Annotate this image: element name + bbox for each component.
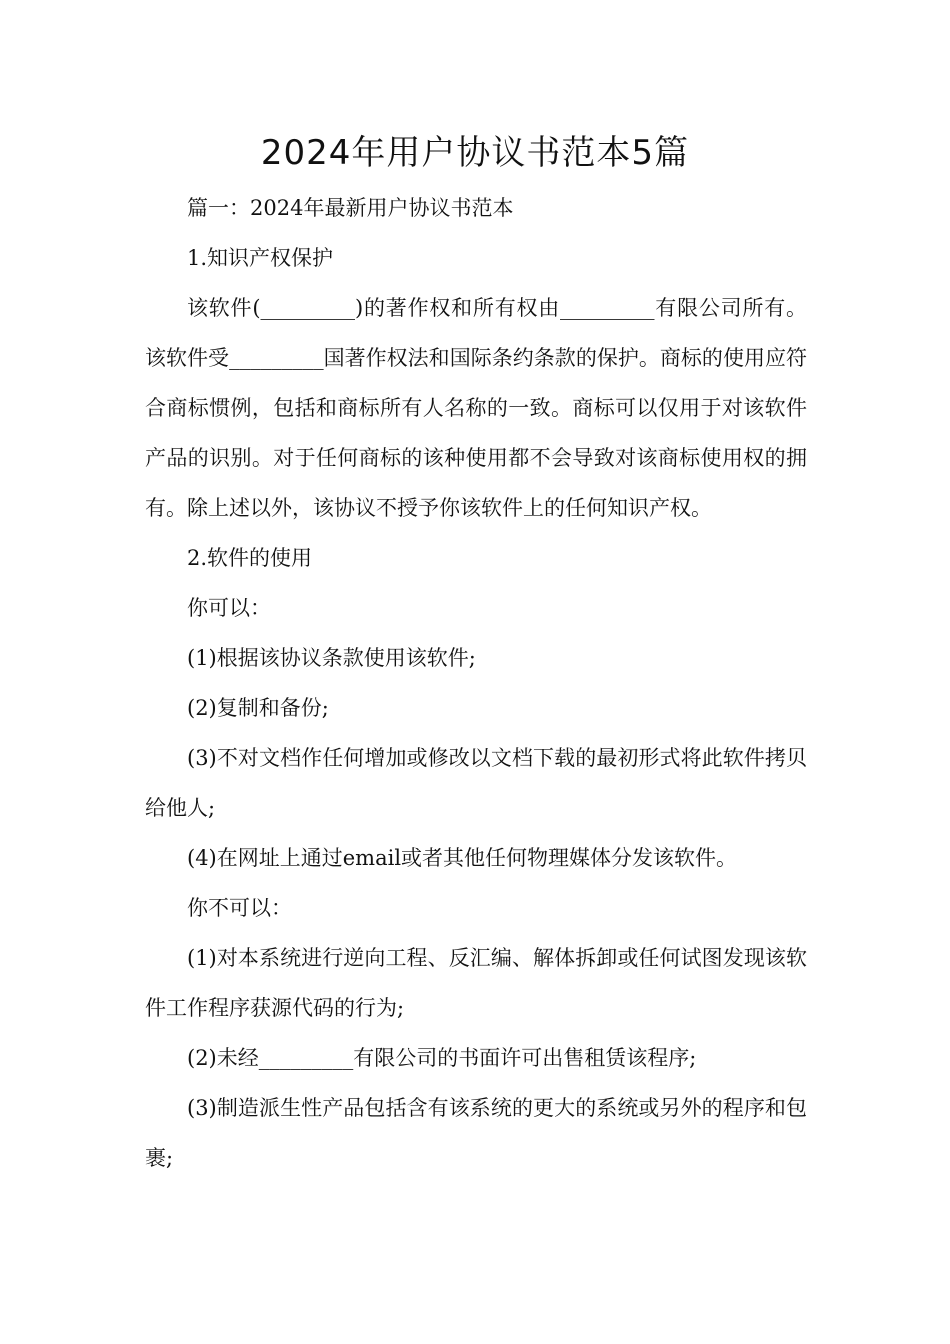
paragraph: 该软件(_________)的著作权和所有权由_________有限公司所有。该软件受_________国著作权法和国际条约条款的保护。商标的使用应符合商标惯例，包括和商标所有人名称的一致。商标可以仅用于对该软件产品的识别。对于任何商标的该种使用都不会导致对该商标使用权的拥有。除上述以外，该协议不授予你该软件上的任何知识产权。 (145, 296, 807, 520)
clause-heading: 2.软件的使用 (187, 546, 313, 570)
list-item: (4)在网址上通过email或者其他任何物理媒体分发该软件。 (187, 846, 738, 870)
list-item: (1)对本系统进行逆向工程、反汇编、解体拆卸或任何试图发现该软件工作程序获源代码的行为; (145, 946, 807, 1020)
list-item: (3)制造派生性产品包括含有该系统的更大的系统或另外的程序和包裹; (145, 1096, 807, 1170)
clause-heading: 1.知识产权保护 (187, 246, 334, 270)
document-body (145, 183, 807, 1183)
list-item: (2)未经_________有限公司的书面许可出售租赁该程序; (187, 1046, 697, 1070)
list-item: (1)根据该协议条款使用该软件; (187, 646, 476, 670)
section-heading: 篇一：2024年最新用户协议书范本 (187, 196, 514, 220)
list-item: (3)不对文档作任何增加或修改以文档下载的最初形式将此软件拷贝给他人; (145, 746, 807, 820)
list-item: (2)复制和备份; (187, 696, 329, 720)
document-title: 2024年用户协议书范本5篇 (260, 133, 690, 173)
paragraph: 你不可以： (187, 896, 292, 920)
paragraph: 你可以： (187, 596, 271, 620)
